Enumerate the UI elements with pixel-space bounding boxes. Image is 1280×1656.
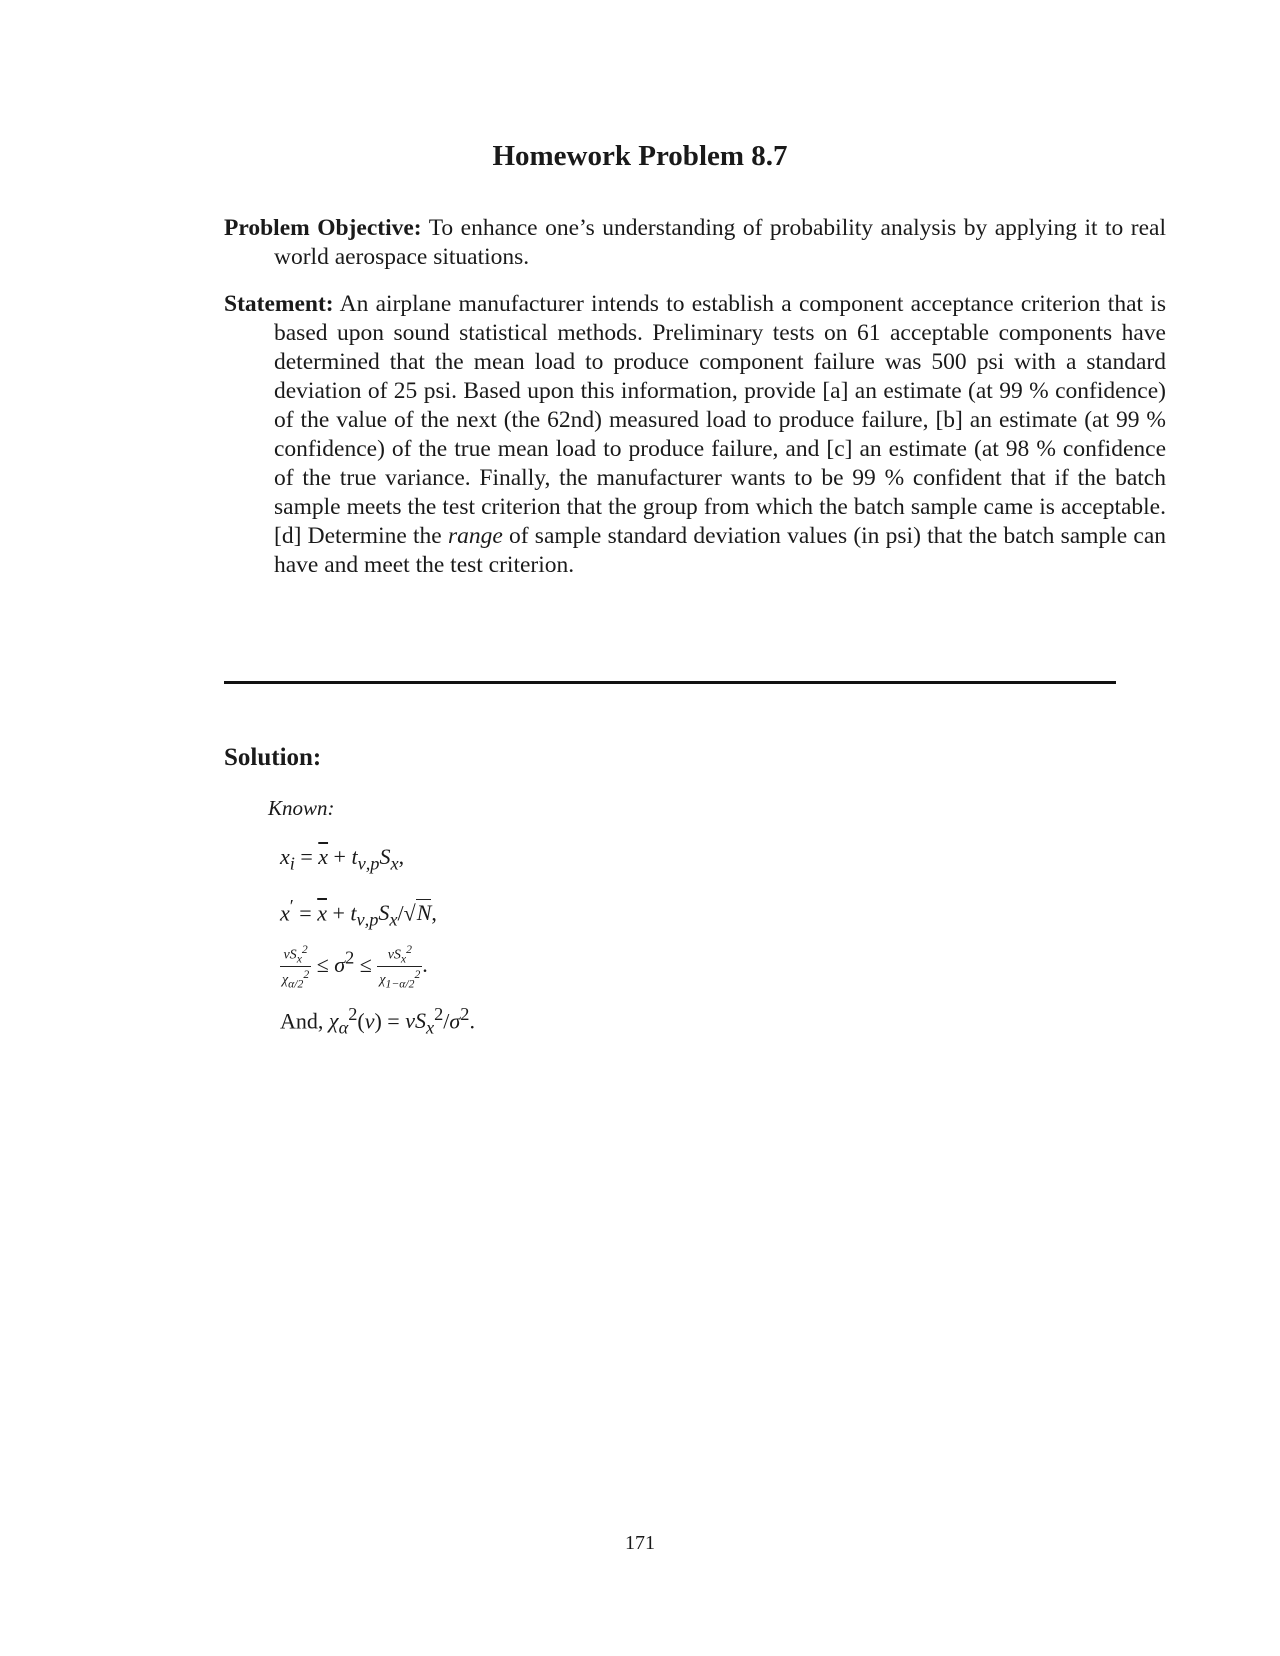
- statement-label: Statement:: [224, 291, 334, 317]
- objective-text: To enhance one’s understanding of probability analysis by applying it to real world aerospace situations.: [274, 215, 1166, 270]
- equation-chi-square: And, $\chi_\alpha^2(\nu) = \nu S_x^2/\sigma^2$.: [280, 1004, 475, 1038]
- statement-paragraph: [224, 290, 1166, 580]
- statement-emphasis: range: [447, 523, 503, 549]
- equation-prediction-interval: $x_i = \overline{x} + t_{\nu,p}S_x$,: [280, 844, 405, 874]
- objective-label: Problem Objective:: [224, 215, 422, 241]
- statement-text-1: An airplane manufacturer intends to establish a component acceptance criterion that is based upon sound statistical methods. Preliminary tests on 61 acceptable components have determined that the mean load to produce component failure was 500 psi with a standard deviation of 25 psi. Based upon this information, provide [a] an estimate (at 99 % confidence) of the value of the next (the 62nd) measured load to produce failure, [b] an estimate (at 99 % confidence) of the true mean load to produce failure, and [c] an estimate (at 98 % confidence of the true variance. Finally, the manufacturer wants to be 99 % confident that if the batch sample meets the test criterion that the group from which the batch sample came is acceptable. [d] Determine the: [274, 291, 1166, 549]
- solution-heading: Solution:: [224, 744, 322, 771]
- objective-paragraph: [224, 214, 1166, 272]
- equation-variance-interval: $\frac{\nu S_x^2}{\chi_{\alpha/2}^2}$ ≤ $\sigma^2$ ≤ $\frac{\nu S_x^2}{\chi_{1-\alpha/2}^2}$ .: [282, 943, 428, 991]
- and-label: And,: [280, 1008, 324, 1034]
- equation-mean-interval: $x' = \overline{x} + t_{\nu,p}S_x/√N$,: [280, 896, 437, 930]
- page-number: 171: [625, 1532, 655, 1554]
- known-label: Known:: [268, 796, 335, 820]
- page-title: Homework Problem 8.7: [492, 140, 788, 172]
- section-divider: [224, 681, 1116, 684]
- statement-text-2: of sample standard deviation values (in psi) that the batch sample can have and meet the test criterion.: [274, 523, 1166, 578]
